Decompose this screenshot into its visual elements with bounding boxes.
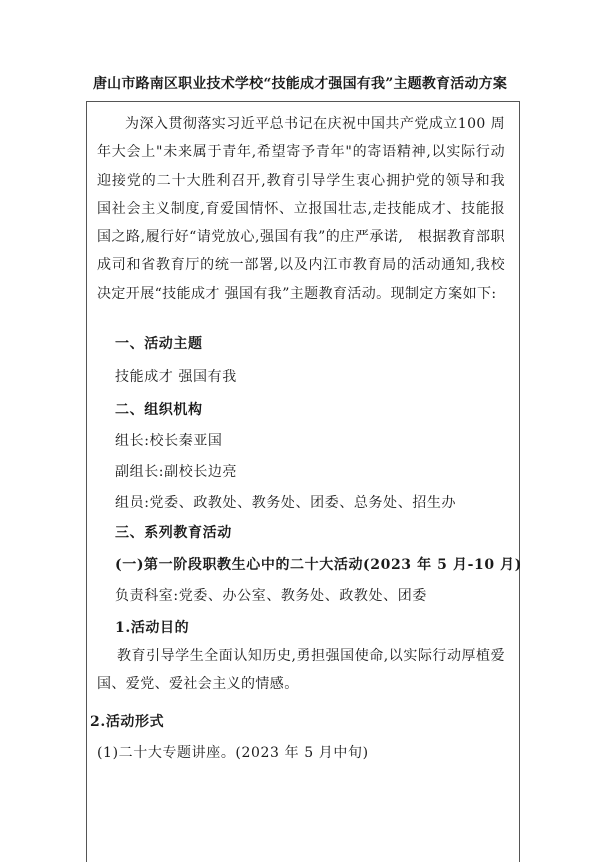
- purpose-paragraph: 教育引导学生全面认知历史,勇担强国使命,以实际行动厚植爱国、爱党、爱社会主义的情感。: [97, 648, 505, 693]
- form-item-1: (1)二十大专题讲座。(2023 年 5 月中旬): [97, 745, 369, 761]
- members-line: 组员:党委、政教处、教务处、团委、总务处、招生办: [115, 495, 457, 511]
- responsible-depts-line: 负责科室:党委、办公室、教务处、政教处、团委: [115, 588, 427, 604]
- document-title: 唐山市路南区职业技术学校“技能成才强国有我”主题教育活动方案: [92, 76, 508, 92]
- leader-line: 组长:校长秦亚国: [115, 433, 223, 449]
- section2-heading: 二、组织机构: [115, 402, 203, 418]
- intro-paragraph: 为深入贯彻落实习近平总书记在庆祝中国共产党成立100 周年大会上"未来属于青年,希望寄予青年"的寄语精神,以实际行动迎接党的二十大胜利召开,教育引导学生衷心拥护党的领导和我国社会主义制度,育爱国情怀、立报国壮志,走技能成才、技能报国之路,履行好“请党放心,强国有我”的庄严承诺, 根据教育部职成司和省教育厅的统一部署,以及内江市教育局的活动通知,我校决定开展“技能成才 强国有我”主题教育活动。现制定方案如下:: [97, 116, 505, 302]
- deputy-leader-line: 副组长:副校长边亮: [115, 464, 238, 480]
- form-heading: 2.活动形式: [90, 714, 165, 730]
- phase1-heading: (一)第一阶段职教生心中的二十大活动(2023 年 5 月-10 月): [115, 557, 522, 573]
- section3-heading: 三、系列教育活动: [115, 525, 232, 541]
- section1-text: 技能成才 强国有我: [115, 369, 237, 385]
- purpose-heading: 1.活动目的: [115, 620, 190, 636]
- section1-heading: 一、活动主题: [115, 336, 203, 352]
